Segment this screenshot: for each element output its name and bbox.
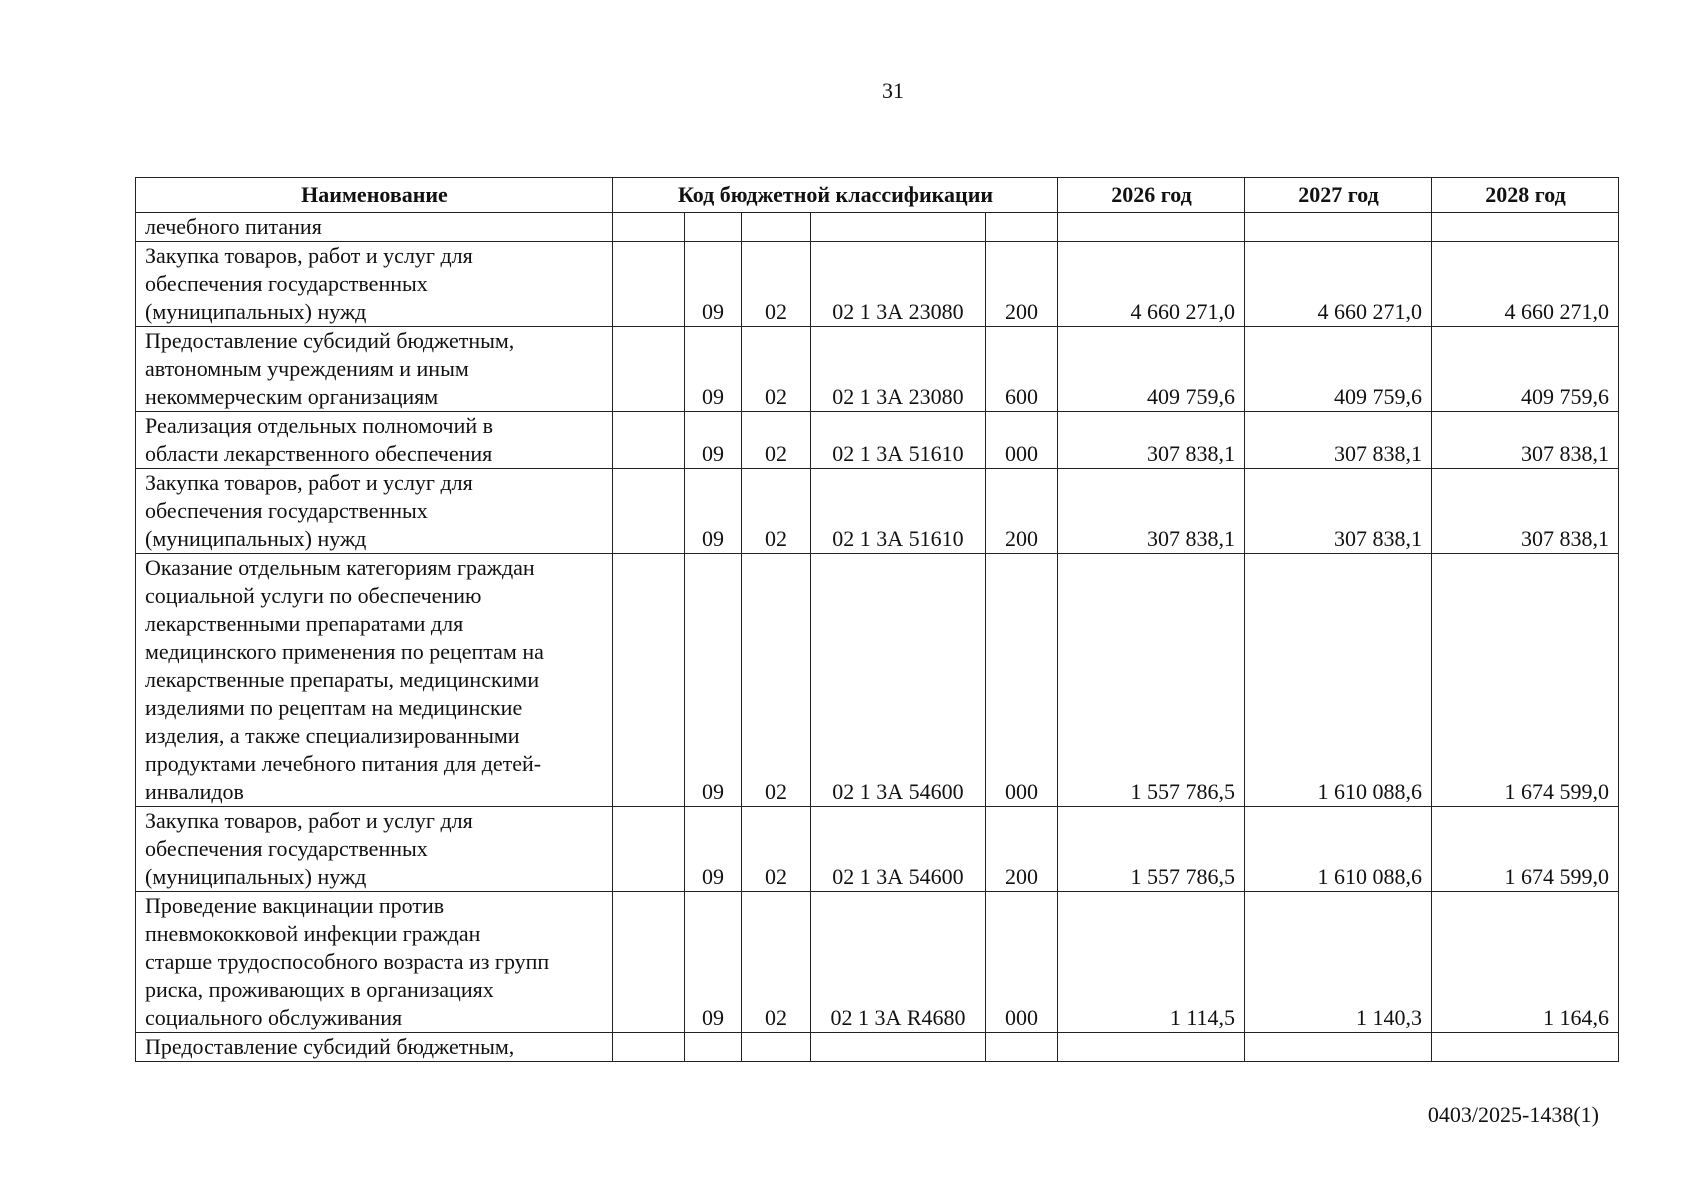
cell-blank xyxy=(613,213,685,242)
cell-2026 xyxy=(1058,213,1245,242)
cell-expense-kind: 000 xyxy=(986,554,1058,807)
header-2027: 2027 год xyxy=(1245,178,1432,213)
cell-target-code: 02 1 3А 51610 xyxy=(811,412,986,469)
budget-table xyxy=(135,177,1619,1062)
cell-2028: 409 759,6 xyxy=(1432,327,1619,412)
cell-target-code xyxy=(811,1033,986,1062)
cell-section: 09 xyxy=(685,807,742,892)
cell-2028: 1 674 599,0 xyxy=(1432,554,1619,807)
cell-2027: 307 838,1 xyxy=(1245,412,1432,469)
cell-name: Проведение вакцинации против пневмококковой инфекции граждан старше трудоспособного возраста из групп риска, проживающих в организациях социального обслуживания xyxy=(136,892,613,1033)
cell-target-code: 02 1 3А 54600 xyxy=(811,554,986,807)
table-row xyxy=(136,554,1619,807)
cell-section: 09 xyxy=(685,412,742,469)
header-2028: 2028 год xyxy=(1432,178,1619,213)
cell-expense-kind xyxy=(986,213,1058,242)
table-row xyxy=(136,213,1619,242)
cell-2027 xyxy=(1245,1033,1432,1062)
cell-expense-kind: 600 xyxy=(986,327,1058,412)
page-number: 31 xyxy=(882,78,904,103)
cell-2027 xyxy=(1245,213,1432,242)
cell-section: 09 xyxy=(685,327,742,412)
table-header-row xyxy=(136,178,1619,213)
cell-name: лечебного питания xyxy=(136,213,613,242)
cell-name: Оказание отдельным категориям граждан социальной услуги по обеспечению лекарственными препаратами для медицинского применения по рецептам на лекарственные препараты, медицинскими изделиями по рецептам на медицинские изделия, а также специализированными продуктами лечебного питания для детей- инвалидов xyxy=(136,554,613,807)
cell-subsection: 02 xyxy=(742,242,811,327)
cell-2026: 4 660 271,0 xyxy=(1058,242,1245,327)
cell-blank xyxy=(613,807,685,892)
cell-2028: 1 164,6 xyxy=(1432,892,1619,1033)
cell-target-code: 02 1 3А 23080 xyxy=(811,327,986,412)
cell-subsection xyxy=(742,1033,811,1062)
cell-2026 xyxy=(1058,1033,1245,1062)
cell-section: 09 xyxy=(685,892,742,1033)
cell-blank xyxy=(613,327,685,412)
cell-section: 09 xyxy=(685,554,742,807)
cell-section xyxy=(685,1033,742,1062)
cell-target-code: 02 1 3А 23080 xyxy=(811,242,986,327)
cell-subsection: 02 xyxy=(742,807,811,892)
cell-2028 xyxy=(1432,213,1619,242)
cell-2026: 1 557 786,5 xyxy=(1058,807,1245,892)
cell-blank xyxy=(613,412,685,469)
table-row xyxy=(136,469,1619,554)
cell-2026: 409 759,6 xyxy=(1058,327,1245,412)
cell-target-code: 02 1 3А 54600 xyxy=(811,807,986,892)
cell-section: 09 xyxy=(685,469,742,554)
header-code: Код бюджетной классификации xyxy=(613,178,1058,213)
cell-name: Закупка товаров, работ и услуг для обеспечения государственных (муниципальных) нужд xyxy=(136,242,613,327)
cell-blank xyxy=(613,554,685,807)
cell-target-code: 02 1 3А R4680 xyxy=(811,892,986,1033)
table-row xyxy=(136,1033,1619,1062)
cell-subsection: 02 xyxy=(742,327,811,412)
table-row xyxy=(136,412,1619,469)
table-row xyxy=(136,327,1619,412)
cell-2027: 409 759,6 xyxy=(1245,327,1432,412)
table-row xyxy=(136,892,1619,1033)
cell-expense-kind: 200 xyxy=(986,807,1058,892)
table-row xyxy=(136,242,1619,327)
cell-expense-kind: 000 xyxy=(986,412,1058,469)
cell-2026: 307 838,1 xyxy=(1058,469,1245,554)
cell-2026: 1 114,5 xyxy=(1058,892,1245,1033)
table-row xyxy=(136,807,1619,892)
cell-expense-kind: 000 xyxy=(986,892,1058,1033)
cell-2027: 1 610 088,6 xyxy=(1245,554,1432,807)
cell-2028: 1 674 599,0 xyxy=(1432,807,1619,892)
cell-2027: 1 610 088,6 xyxy=(1245,807,1432,892)
cell-target-code xyxy=(811,213,986,242)
cell-subsection: 02 xyxy=(742,554,811,807)
cell-subsection xyxy=(742,213,811,242)
cell-name: Закупка товаров, работ и услуг для обеспечения государственных (муниципальных) нужд xyxy=(136,469,613,554)
cell-blank xyxy=(613,892,685,1033)
cell-name: Предоставление субсидий бюджетным, автономным учреждениям и иным некоммерческим организациям xyxy=(136,327,613,412)
cell-subsection: 02 xyxy=(742,892,811,1033)
cell-name: Закупка товаров, работ и услуг для обеспечения государственных (муниципальных) нужд xyxy=(136,807,613,892)
cell-expense-kind: 200 xyxy=(986,469,1058,554)
cell-section xyxy=(685,213,742,242)
cell-2028: 307 838,1 xyxy=(1432,469,1619,554)
cell-subsection: 02 xyxy=(742,412,811,469)
cell-blank xyxy=(613,469,685,554)
cell-2026: 307 838,1 xyxy=(1058,412,1245,469)
cell-2026: 1 557 786,5 xyxy=(1058,554,1245,807)
header-2026: 2026 год xyxy=(1058,178,1245,213)
table-body xyxy=(136,213,1619,1062)
cell-2027: 307 838,1 xyxy=(1245,469,1432,554)
cell-expense-kind: 200 xyxy=(986,242,1058,327)
cell-section: 09 xyxy=(685,242,742,327)
cell-name: Реализация отдельных полномочий в области лекарственного обеспечения xyxy=(136,412,613,469)
cell-subsection: 02 xyxy=(742,469,811,554)
cell-2028 xyxy=(1432,1033,1619,1062)
cell-2028: 307 838,1 xyxy=(1432,412,1619,469)
cell-blank xyxy=(613,242,685,327)
header-name: Наименование xyxy=(136,178,613,213)
document-code: 0403/2025-1438(1) xyxy=(1427,1102,1599,1127)
cell-2027: 1 140,3 xyxy=(1245,892,1432,1033)
cell-name: Предоставление субсидий бюджетным, xyxy=(136,1033,613,1062)
cell-blank xyxy=(613,1033,685,1062)
cell-expense-kind xyxy=(986,1033,1058,1062)
cell-2027: 4 660 271,0 xyxy=(1245,242,1432,327)
cell-2028: 4 660 271,0 xyxy=(1432,242,1619,327)
cell-target-code: 02 1 3А 51610 xyxy=(811,469,986,554)
